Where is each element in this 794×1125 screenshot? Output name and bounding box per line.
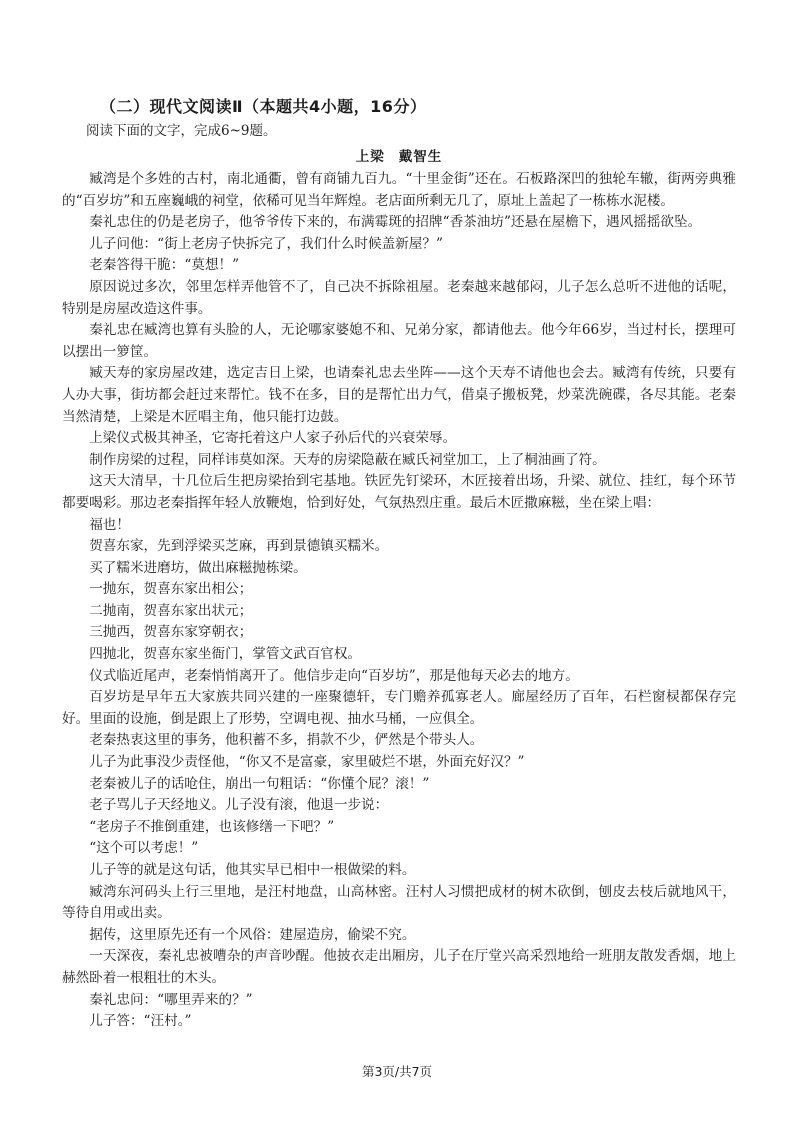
- article-paragraph: 儿子等的就是这句话，他其实早已相中一根做梁的料。: [89, 862, 416, 878]
- article-body: [62, 169, 736, 1033]
- article-paragraph: 上梁仪式极其神圣，它寄托着这户人家子孙后代的兴衰荣辱。: [89, 430, 457, 447]
- article-paragraph: 贺喜东家，先到浮梁买芝麻，再到景德镇买糯米。: [89, 538, 389, 555]
- article-paragraph: 原因说过多次，邻里怎样弄他管不了，自己决不拆除祖屋。老秦越来越郁闷，儿子怎么总听不进他的话呢，特别是房屋改造这件事。: [62, 278, 736, 317]
- article-paragraph: 臧湾是个多姓的古村，南北通衢，曾有商铺九百九。“十里金街”还在。石板路深凹的独轮车辙，街两旁典雅的“百岁坊”和五座巍峨的祠堂，依稀可见当年辉煌。老店面所剩无几了，原址上盖起了一栋栋水泥楼。: [62, 171, 736, 209]
- article-paragraph: 仪式临近尾声，老秦悄悄离开了。他信步走向“百岁坊”，那是他每天必去的地方。: [89, 667, 579, 684]
- article-paragraph: 儿子答：“汪村。”: [89, 1013, 192, 1030]
- article-paragraph: 一天深夜，秦礼忠被嘈杂的声音吵醒。他披衣走出厢房，儿子在厅堂兴高采烈地给一班朋友散发香烟，地上赫然卧着一根粗壮的木头。: [62, 948, 736, 986]
- article-paragraph: 三抛西，贺喜东家穿朝衣；: [89, 624, 253, 641]
- article-paragraph: 四抛北，贺喜东家坐衙门，掌管文武百官权。: [89, 646, 362, 663]
- article-paragraph: 儿子问他：“街上老房子快拆完了，我们什么时候盖新屋？”: [89, 235, 443, 252]
- article-paragraph: 秦礼忠在臧湾也算有头脸的人，无论哪家婆媳不和、兄弟分家，都请他去。他今年66岁，当过村长，摆理可以摆出一箩筐。: [62, 322, 736, 360]
- article-paragraph: “老房子不推倒重建，也该修缮一下吧？”: [89, 818, 335, 835]
- article-paragraph: 秦礼忠住的仍是老房子，他爷爷传下来的，布满霉斑的招牌“香茶油坊”还悬在屋檐下，遇风摇摇欲坠。: [89, 214, 702, 231]
- article-title: 上梁: [355, 149, 385, 165]
- article-paragraph: “这个可以考虑！”: [89, 840, 199, 857]
- article-paragraph: 制作房梁的过程，同样讳莫如深。天寿的房梁隐蔽在臧氏祠堂加工，上了桐油画了符。: [89, 451, 606, 468]
- article-paragraph: 这天大清早，十几位后生把房梁抬到宅基地。铁匠先钉梁环，木匠接着出场，升梁、就位、挂红，每个环节都要喝彩。那边老秦指挥年轻人放鞭炮，恰到好处，气氛热烈庄重。最后木匠撒麻糍，坐在梁上唱：: [62, 473, 736, 511]
- article-paragraph: 臧天寿的家房屋改建，选定吉日上梁，也请秦礼忠去坐阵——这个天寿不请他也会去。臧湾有传统，只要有人办大事，街坊都会赶过来帮忙。钱不在多，目的是帮忙出力气，借桌子搬板凳，炒菜洗碗碟，各尽其能。老秦当然清楚，上梁是木匠唱主角，他只能打边鼓。: [62, 365, 736, 425]
- article-author: 戴智生: [398, 149, 443, 165]
- article-paragraph: 据传，这里原先还有一个风俗：建屋造房，偷梁不究。: [89, 926, 416, 943]
- page-number: 第3页/共7页: [361, 1064, 433, 1079]
- article-paragraph: 买了糯米进磨坊，做出麻糍抛栋梁。: [89, 559, 307, 576]
- article-paragraph: 老子骂儿子天经地义。儿子没有滚，他退一步说：: [89, 797, 389, 814]
- article-paragraph: 老秦答得干脆：“莫想！”: [89, 257, 240, 274]
- article-paragraph: 秦礼忠问：“哪里弄来的？”: [89, 991, 253, 1008]
- article-heading: [62, 145, 736, 165]
- article-paragraph: 老秦被儿子的话呛住，崩出一句粗话：“你懂个屁？滚！”: [89, 775, 430, 792]
- article-paragraph: 老秦热衷这里的事务，他积蓄不多，捐款不少，俨然是个带头人。: [89, 732, 484, 749]
- article-paragraph: 二抛南，贺喜东家出状元；: [89, 602, 253, 619]
- section-title: （二）现代文阅读Ⅱ（本题共4小题，16分）: [100, 97, 427, 116]
- section-instructions: 阅读下面的文字，完成6~9题。: [86, 123, 277, 139]
- article-paragraph: 百岁坊是早年五大家族共同兴建的一座聚德轩，专门赡养孤寡老人。廊屋经历了百年，石栏窗棂都保存完好。里面的设施，倒是跟上了形势，空调电视、抽水马桶，一应俱全。: [62, 689, 736, 727]
- article-paragraph: 福也！: [89, 516, 130, 533]
- article-paragraph: 臧湾东河码头上行三里地，是汪村地盘，山高林密。汪村人习惯把成材的树木砍倒，刨皮去枝后就地风干，等待自用或出卖。: [62, 883, 736, 922]
- article-paragraph: 一抛东，贺喜东家出相公；: [89, 581, 253, 598]
- article-paragraph: 儿子为此事没少责怪他，“你又不是富豪，家里破烂不堪，外面充好汉？”: [89, 754, 525, 771]
